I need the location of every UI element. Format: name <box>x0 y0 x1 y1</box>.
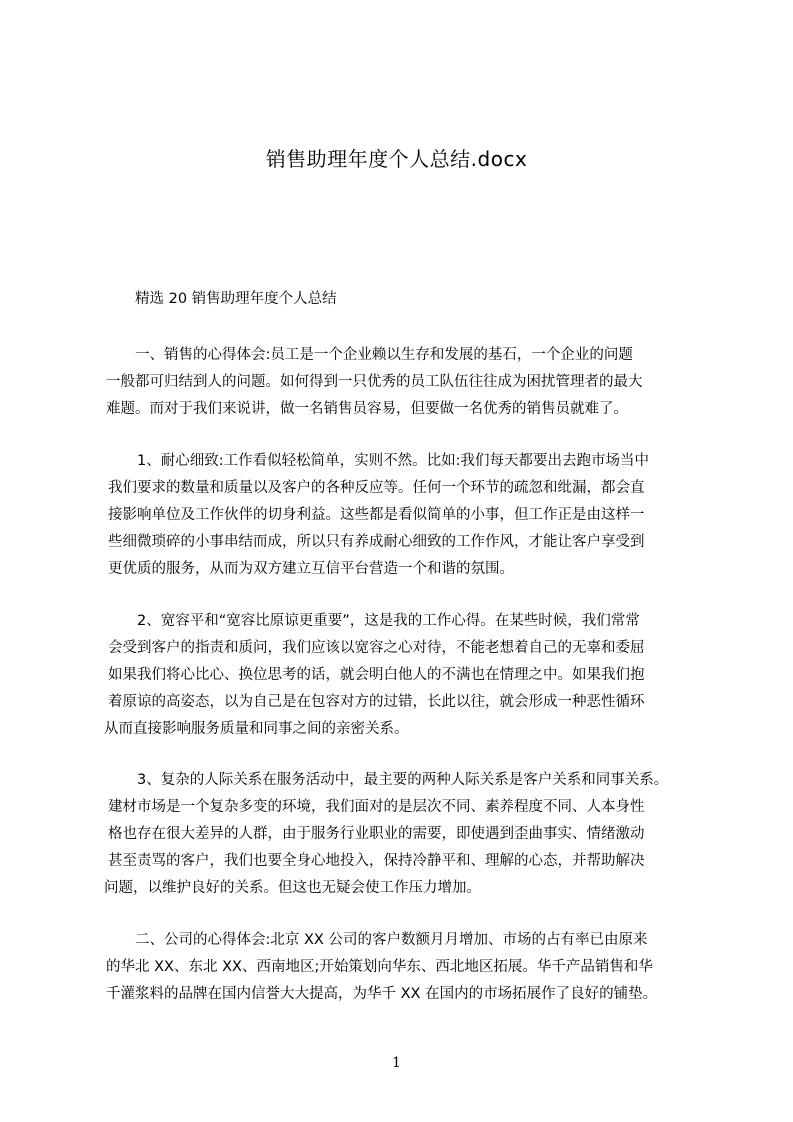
text-line: 我们要求的数量和质量以及客户的各种反应等。任何一个环节的疏忽和纰漏，都会直 <box>108 480 645 496</box>
document-title: 销售助理年度个人总结.docx <box>265 147 528 171</box>
text-line: 些细微琐碎的小事串结而成，所以只有养成耐心细致的工作作风，才能让客户享受到 <box>108 534 645 550</box>
text-line: 千灌浆料的品牌在国内信誉大大提高，为华千 XX 在国内的市场拓展作了良好的铺垫。 <box>106 986 658 1002</box>
document-subtitle: 精选 20 销售助理年度个人总结 <box>135 291 337 307</box>
text-line: 从而直接影响服务质量和同事之间的亲密关系。 <box>104 721 409 737</box>
text-line: 难题。而对于我们来说讲，做一名销售员容易，但要做一名优秀的销售员就难了。 <box>106 401 628 417</box>
text-line: 着原谅的高姿态，以为自己是在包容对方的过错，长此以往，就会形成一种恶性循环 <box>108 694 645 710</box>
text-line: 1、耐心细致:工作看似轻松简单，实则不然。比如:我们每天都要出去跑市场当中 <box>137 453 649 469</box>
text-line: 2、宽容平和“宽容比原谅更重要”，这是我的工作心得。在某些时候，我们常常 <box>137 613 640 629</box>
text-line: 建材市场是一个复杂多变的环境，我们面对的是层次不同、素养程度不同、人本身性 <box>108 799 645 815</box>
text-line: 会受到客户的指责和质问，我们应该以宽容之心对待，不能老想着自己的无辜和委屈 <box>108 640 645 656</box>
text-line: 的华北 XX、东北 XX、西南地区;开始策划向华东、西北地区拓展。华千产品销售和华 <box>106 959 653 975</box>
text-line: 如果我们将心比心、换位思考的话，就会明白他人的不满也在情理之中。如果我们抱 <box>108 667 645 683</box>
text-line: 更优质的服务，从而为双方建立互信平台营造一个和谐的氛围。 <box>108 561 514 577</box>
text-line: 甚至责骂的客户，我们也要全身心地投入，保持冷静平和、理解的心态，并帮助解决 <box>108 853 645 869</box>
text-line: 格也存在很大差异的人群，由于服务行业职业的需要，即使遇到歪曲事实、情绪激动 <box>108 826 645 842</box>
text-line: 一般都可归结到人的问题。如何得到一只优秀的员工队伍往往成为困扰管理者的最大 <box>106 374 643 390</box>
text-line: 问题，以维护良好的关系。但这也无疑会使工作压力增加。 <box>104 880 481 896</box>
page-number: 1 <box>392 1055 401 1071</box>
text-line: 3、复杂的人际关系在服务活动中，最主要的两种人际关系是客户关系和同事关系。 <box>137 772 669 788</box>
text-line: 接影响单位及工作伙伴的切身利益。这些都是看似简单的小事，但工作正是由这样一 <box>108 507 645 523</box>
text-line: 一、销售的心得体会:员工是一个企业赖以生存和发展的基石，一个企业的问题 <box>135 347 633 363</box>
text-line: 二、公司的心得体会:北京 XX 公司的客户数额月月增加、市场的占有率已由原来 <box>135 932 648 948</box>
